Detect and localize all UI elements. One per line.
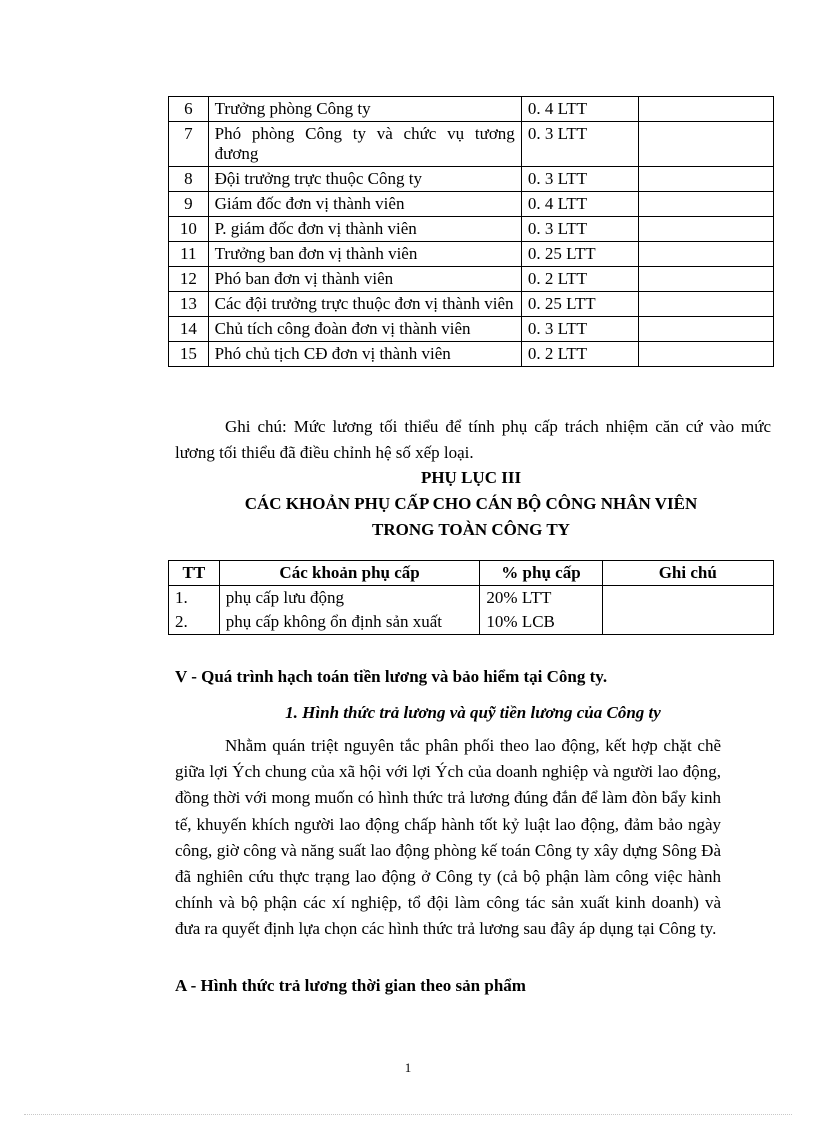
rate-cell: 0. 3 LTT (521, 217, 638, 242)
row-number: 7 (169, 122, 209, 167)
row-number: 14 (169, 317, 209, 342)
row-number: 13 (169, 292, 209, 317)
table-row (169, 267, 774, 292)
table-row (169, 97, 774, 122)
row-number: 12 (169, 267, 209, 292)
table-row (169, 192, 774, 217)
allowance-types-table (168, 560, 774, 635)
section-a-heading: A - Hình thức trả lương thời gian theo sản phẩm (175, 976, 526, 995)
position-cell: Phó chủ tịch CĐ đơn vị thành viên (208, 342, 521, 367)
table-row (169, 217, 774, 242)
body-paragraph: Nhằm quán triệt nguyên tắc phân phối theo lao động, kết hợp chặt chẽ giữa lợi Ých chung của xã hội với lợi Ých của doanh nghiệp và người lao động, đồng thời với mong muốn có hình thức trả lương đúng đắn để làm đòn bẩy kinh tế, khuyến khích người lao động chấp hành tốt kỷ luật lao động, đảm bảo ngày công, giờ công và năng suất lao động phòng kế toán Công ty xây dựng Sông Đà đã nghiên cứu thực trạng lao động ở Công ty (cả bộ phận làm công việc hành chính và bộ phận các xí nghiệp, tổ đội làm công tác sản xuất kinh doanh) và đưa ra quyết định lựa chọn các hình thức trả lương sau đây áp dụng tại Công ty. (175, 736, 721, 939)
note-cell (638, 122, 773, 167)
allowance-note (602, 586, 773, 611)
note-text: Ghi chú: Mức lương tối thiểu để tính phụ cấp trách nhiệm căn cứ vào mức lương tối thiểu đã điều chỉnh hệ số xếp loại. (175, 417, 771, 462)
position-cell: P. giám đốc đơn vị thành viên (208, 217, 521, 242)
page-number: 1 (404, 1060, 412, 1075)
table-row (169, 610, 774, 635)
table-row (169, 242, 774, 267)
note-cell (638, 342, 773, 367)
table-note (175, 414, 771, 466)
row-number: 9 (169, 192, 209, 217)
rate-cell: 0. 25 LTT (521, 292, 638, 317)
row-number: 1. (169, 586, 220, 611)
table-row (169, 342, 774, 367)
position-cell: Chủ tích công đoàn đơn vị thành viên (208, 317, 521, 342)
appendix-title: PHỤ LỤC III (420, 468, 522, 487)
rate-cell: 0. 3 LTT (521, 317, 638, 342)
note-cell (638, 192, 773, 217)
row-number: 10 (169, 217, 209, 242)
row-number: 8 (169, 167, 209, 192)
row-number: 11 (169, 242, 209, 267)
row-number: 2. (169, 610, 220, 635)
allowance-rate-table-body (169, 97, 774, 367)
position-cell: Phó ban đơn vị thành viên (208, 267, 521, 292)
row-number: 15 (169, 342, 209, 367)
note-cell (638, 267, 773, 292)
table-row (169, 586, 774, 611)
row-number: 6 (169, 97, 209, 122)
appendix-subtitle-line2: TRONG TOÀN CÔNG TY (372, 520, 570, 539)
note-cell (638, 242, 773, 267)
note-cell (638, 317, 773, 342)
rate-cell: 0. 4 LTT (521, 97, 638, 122)
rate-cell: 0. 4 LTT (521, 192, 638, 217)
table-row (169, 317, 774, 342)
allowance-rate-table (168, 96, 774, 367)
section-v-heading: V - Quá trình hạch toán tiền lương và bảo hiểm tại Công ty. (175, 667, 608, 686)
note-cell (638, 97, 773, 122)
rate-cell: 0. 25 LTT (521, 242, 638, 267)
rate-cell: 0. 2 LTT (521, 342, 638, 367)
position-cell: Đội trưởng trực thuộc Công ty (208, 167, 521, 192)
position-cell: Trưởng phòng Công ty (208, 97, 521, 122)
header-note: Ghi chú (602, 561, 773, 586)
allowance-item: phụ cấp không ổn định sản xuất (219, 610, 480, 635)
table-row (169, 122, 774, 167)
table-row (169, 292, 774, 317)
header-item: Các khoản phụ cấp (219, 561, 480, 586)
section-1-heading: 1. Hình thức trả lương và quỹ tiền lương của Công ty (285, 703, 661, 722)
appendix-subtitle-line1: CÁC KHOẢN PHỤ CẤP CHO CÁN BỘ CÔNG NHÂN VIÊN (244, 494, 698, 513)
note-cell (638, 292, 773, 317)
allowance-item: phụ cấp lưu động (219, 586, 480, 611)
position-cell: Giám đốc đơn vị thành viên (208, 192, 521, 217)
note-cell (638, 217, 773, 242)
rate-cell: 0. 3 LTT (521, 167, 638, 192)
note-cell (638, 167, 773, 192)
header-percent: % phụ cấp (480, 561, 602, 586)
page-bottom-divider (24, 1114, 792, 1115)
rate-cell: 0. 2 LTT (521, 267, 638, 292)
allowance-percent: 10% LCB (480, 610, 602, 635)
table-header-row (169, 561, 774, 586)
position-cell: Phó phòng Công ty và chức vụ tương đương (208, 122, 521, 167)
position-cell: Các đội trưởng trực thuộc đơn vị thành viên (208, 292, 521, 317)
allowance-percent: 20% LTT (480, 586, 602, 611)
header-tt: TT (169, 561, 220, 586)
allowance-note (602, 610, 773, 635)
position-cell: Trưởng ban đơn vị thành viên (208, 242, 521, 267)
rate-cell: 0. 3 LTT (521, 122, 638, 167)
table-row (169, 167, 774, 192)
